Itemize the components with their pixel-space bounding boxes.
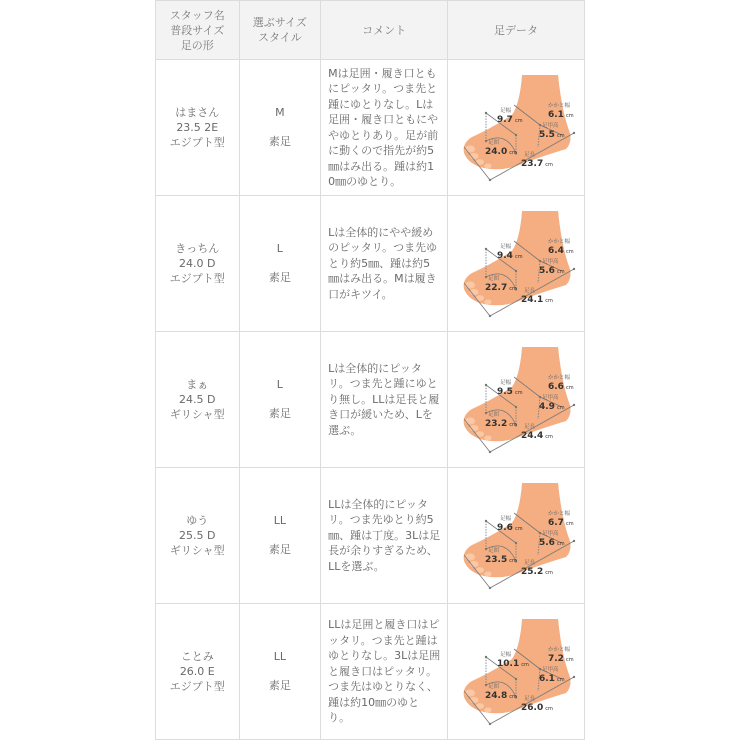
unit: cm bbox=[556, 676, 565, 683]
width-label: 足幅 bbox=[500, 515, 512, 522]
foot-data-cell bbox=[448, 468, 585, 604]
foot-diagram bbox=[450, 63, 582, 193]
width-number: 9.6 bbox=[497, 522, 513, 533]
unit: cm bbox=[521, 661, 529, 668]
unit: cm bbox=[545, 569, 553, 576]
table-header-row bbox=[156, 1, 585, 60]
header-size-line: 選ぶサイズ bbox=[252, 16, 307, 29]
staff-cell bbox=[156, 332, 240, 468]
unit: cm bbox=[514, 389, 523, 396]
instep-value bbox=[539, 130, 565, 141]
header-staff-line: スタッフ名 bbox=[169, 8, 225, 22]
unit: cm bbox=[514, 117, 523, 124]
width-label: 足幅 bbox=[500, 379, 512, 386]
foot-illustration-icon bbox=[450, 607, 582, 737]
unit: cm bbox=[509, 285, 517, 292]
staff-cell bbox=[156, 60, 240, 196]
foot-shape: エジプト型 bbox=[169, 272, 225, 285]
instep-value bbox=[539, 266, 565, 277]
heel-width-value bbox=[548, 110, 574, 121]
width-number: 10.1 bbox=[497, 658, 520, 669]
unit: cm bbox=[565, 384, 574, 391]
heel-width-number: 6.4 bbox=[548, 245, 564, 256]
length-number: 26.0 bbox=[521, 702, 544, 713]
foot-illustration-icon bbox=[450, 199, 582, 329]
length-value bbox=[521, 703, 553, 714]
girth-value bbox=[485, 419, 517, 430]
length-label: 足長 bbox=[524, 287, 536, 294]
unit: cm bbox=[565, 112, 574, 119]
heel-width-label: かかと幅 bbox=[548, 374, 571, 381]
girth-number: 22.7 bbox=[485, 282, 508, 293]
girth-number: 24.0 bbox=[485, 146, 508, 157]
instep-label: 足甲高 bbox=[542, 666, 559, 673]
comment-cell: Lは全体的にピッタリ。つま先と踵にゆとり無し。LLは足長と履き口が緩いため、Lを選ぶ。 bbox=[321, 332, 448, 468]
length-number: 25.2 bbox=[521, 566, 544, 577]
unit: cm bbox=[565, 248, 574, 255]
heel-width-value bbox=[548, 518, 574, 529]
girth-label: 足囲 bbox=[488, 275, 500, 282]
comment-cell: Lは全体的にやや緩めのピッタリ。つま先ゆとり約5㎜、踵は約5㎜はみ出る。Mは履き口がキツイ。 bbox=[321, 196, 448, 332]
girth-label: 足囲 bbox=[488, 683, 500, 690]
girth-number: 23.2 bbox=[485, 418, 508, 429]
header-size-line: スタイル bbox=[257, 31, 302, 44]
table-row bbox=[156, 60, 585, 196]
unit: cm bbox=[509, 693, 517, 700]
staff-cell bbox=[156, 604, 240, 740]
size-cell bbox=[239, 332, 321, 468]
size-cell bbox=[239, 196, 321, 332]
length-label: 足長 bbox=[524, 695, 536, 702]
unit: cm bbox=[514, 253, 523, 260]
length-number: 23.7 bbox=[521, 158, 544, 169]
width-value bbox=[497, 115, 523, 126]
length-label: 足長 bbox=[524, 151, 536, 158]
chosen-size: LL bbox=[273, 650, 286, 663]
unit: cm bbox=[545, 297, 553, 304]
size-cell bbox=[239, 604, 321, 740]
length-label: 足長 bbox=[524, 423, 536, 430]
heel-width-number: 6.7 bbox=[548, 517, 564, 528]
staff-name: まぁ bbox=[186, 378, 209, 391]
unit: cm bbox=[556, 540, 565, 547]
chosen-size: LL bbox=[273, 514, 286, 527]
length-value bbox=[521, 295, 553, 306]
foot-shape: エジプト型 bbox=[169, 680, 225, 693]
heel-width-value bbox=[548, 246, 574, 257]
instep-label: 足甲高 bbox=[542, 258, 559, 265]
foot-shape: ギリシャ型 bbox=[169, 544, 225, 557]
chosen-size: M bbox=[275, 106, 285, 119]
length-number: 24.1 bbox=[521, 294, 544, 305]
heel-width-label: かかと幅 bbox=[548, 238, 571, 245]
length-value bbox=[521, 567, 553, 578]
heel-width-number: 6.1 bbox=[548, 109, 564, 120]
staff-name: ゆう bbox=[186, 514, 209, 527]
unit: cm bbox=[556, 268, 565, 275]
width-number: 9.4 bbox=[497, 250, 513, 261]
width-label: 足幅 bbox=[500, 651, 512, 658]
girth-value bbox=[485, 283, 517, 294]
unit: cm bbox=[556, 132, 565, 139]
width-number: 9.5 bbox=[497, 386, 513, 397]
unit: cm bbox=[545, 161, 553, 168]
unit: cm bbox=[509, 557, 517, 564]
foot-data-cell bbox=[448, 60, 585, 196]
unit: cm bbox=[545, 705, 553, 712]
chosen-size: L bbox=[276, 378, 283, 391]
style: 素足 bbox=[268, 271, 291, 284]
length-value bbox=[521, 431, 553, 442]
foot-diagram bbox=[450, 335, 582, 465]
instep-number: 4.9 bbox=[539, 401, 555, 412]
girth-value bbox=[485, 555, 517, 566]
header-comment: コメント bbox=[321, 1, 448, 60]
unit: cm bbox=[509, 149, 517, 156]
instep-value bbox=[539, 674, 565, 685]
unit: cm bbox=[565, 656, 574, 663]
length-value bbox=[521, 159, 553, 170]
instep-label: 足甲高 bbox=[542, 530, 559, 537]
girth-label: 足囲 bbox=[488, 411, 500, 418]
foot-data-cell bbox=[448, 332, 585, 468]
unit: cm bbox=[556, 404, 565, 411]
heel-width-number: 7.2 bbox=[548, 653, 564, 664]
width-value bbox=[497, 523, 523, 534]
foot-shape: エジプト型 bbox=[169, 136, 225, 149]
staff-name: はまさん bbox=[175, 106, 220, 119]
style: 素足 bbox=[268, 407, 291, 420]
table-row bbox=[156, 196, 585, 332]
girth-label: 足囲 bbox=[488, 139, 500, 146]
foot-diagram bbox=[450, 607, 582, 737]
unit: cm bbox=[514, 525, 523, 532]
usual-size: 24.5 D bbox=[179, 393, 216, 406]
width-value bbox=[497, 387, 523, 398]
comment-cell: LLは全体的にピッタリ。つま先ゆとり約5㎜、踵は丁度。3Lは足長が余りすぎるため、LLを選ぶ。 bbox=[321, 468, 448, 604]
staff-size-table bbox=[155, 0, 585, 740]
girth-number: 23.5 bbox=[485, 554, 508, 565]
staff-cell bbox=[156, 196, 240, 332]
comment-cell: Mは足囲・履き口ともにピッタリ。つま先と踵にゆとりなし。Lは足囲・履き口ともにややゆとりあり。足が前に動くので指先が約5㎜はみ出る。踵は約10㎜のゆとり。 bbox=[321, 60, 448, 196]
unit: cm bbox=[565, 520, 574, 527]
foot-diagram bbox=[450, 471, 582, 601]
instep-label: 足甲高 bbox=[542, 122, 559, 129]
instep-number: 6.1 bbox=[539, 673, 555, 684]
staff-name: ことみ bbox=[180, 650, 214, 663]
unit: cm bbox=[545, 433, 553, 440]
length-number: 24.4 bbox=[521, 430, 544, 441]
length-label: 足長 bbox=[524, 559, 536, 566]
table-row bbox=[156, 332, 585, 468]
instep-value bbox=[539, 402, 565, 413]
instep-number: 5.5 bbox=[539, 129, 555, 140]
heel-width-value bbox=[548, 654, 574, 665]
usual-size: 26.0 E bbox=[179, 665, 215, 678]
instep-number: 5.6 bbox=[539, 265, 555, 276]
width-label: 足幅 bbox=[500, 243, 512, 250]
usual-size: 24.0 D bbox=[179, 257, 216, 270]
header-size bbox=[239, 1, 321, 60]
girth-number: 24.8 bbox=[485, 690, 508, 701]
usual-size: 23.5 2E bbox=[176, 121, 219, 134]
heel-width-label: かかと幅 bbox=[548, 510, 571, 517]
instep-value bbox=[539, 538, 565, 549]
staff-name: きっちん bbox=[175, 242, 220, 255]
size-cell bbox=[239, 468, 321, 604]
style: 素足 bbox=[268, 135, 291, 148]
usual-size: 25.5 D bbox=[179, 529, 216, 542]
foot-shape: ギリシャ型 bbox=[169, 408, 225, 421]
foot-data-cell bbox=[448, 196, 585, 332]
width-label: 足幅 bbox=[500, 107, 512, 114]
heel-width-label: かかと幅 bbox=[548, 646, 571, 653]
table-row bbox=[156, 468, 585, 604]
style: 素足 bbox=[268, 543, 291, 556]
comment-cell: LLは足囲と履き口はピッタリ。つま先と踵はゆとりなし。3Lは足囲と履き口はピッタリ。つま先はゆとりなく、踵は約10㎜のゆとり。 bbox=[321, 604, 448, 740]
foot-illustration-icon bbox=[450, 471, 582, 601]
width-value bbox=[497, 659, 529, 670]
header-staff-line: 足の形 bbox=[180, 38, 214, 52]
girth-label: 足囲 bbox=[488, 547, 500, 554]
width-number: 9.7 bbox=[497, 114, 513, 125]
table-row bbox=[156, 604, 585, 740]
heel-width-number: 6.6 bbox=[548, 381, 564, 392]
girth-value bbox=[485, 691, 517, 702]
girth-value bbox=[485, 147, 517, 158]
header-foot-data: 足データ bbox=[448, 1, 585, 60]
instep-label: 足甲高 bbox=[542, 394, 559, 401]
chosen-size: L bbox=[276, 242, 283, 255]
unit: cm bbox=[509, 421, 517, 428]
heel-width-label: かかと幅 bbox=[548, 102, 571, 109]
foot-data-cell bbox=[448, 604, 585, 740]
foot-illustration-icon bbox=[450, 63, 582, 193]
heel-width-value bbox=[548, 382, 574, 393]
width-value bbox=[497, 251, 523, 262]
foot-illustration-icon bbox=[450, 335, 582, 465]
style: 素足 bbox=[268, 679, 291, 692]
header-staff-line: 普段サイズ bbox=[170, 23, 225, 37]
foot-diagram bbox=[450, 199, 582, 329]
header-staff bbox=[156, 1, 240, 60]
size-cell bbox=[239, 60, 321, 196]
instep-number: 5.6 bbox=[539, 537, 555, 548]
staff-cell bbox=[156, 468, 240, 604]
